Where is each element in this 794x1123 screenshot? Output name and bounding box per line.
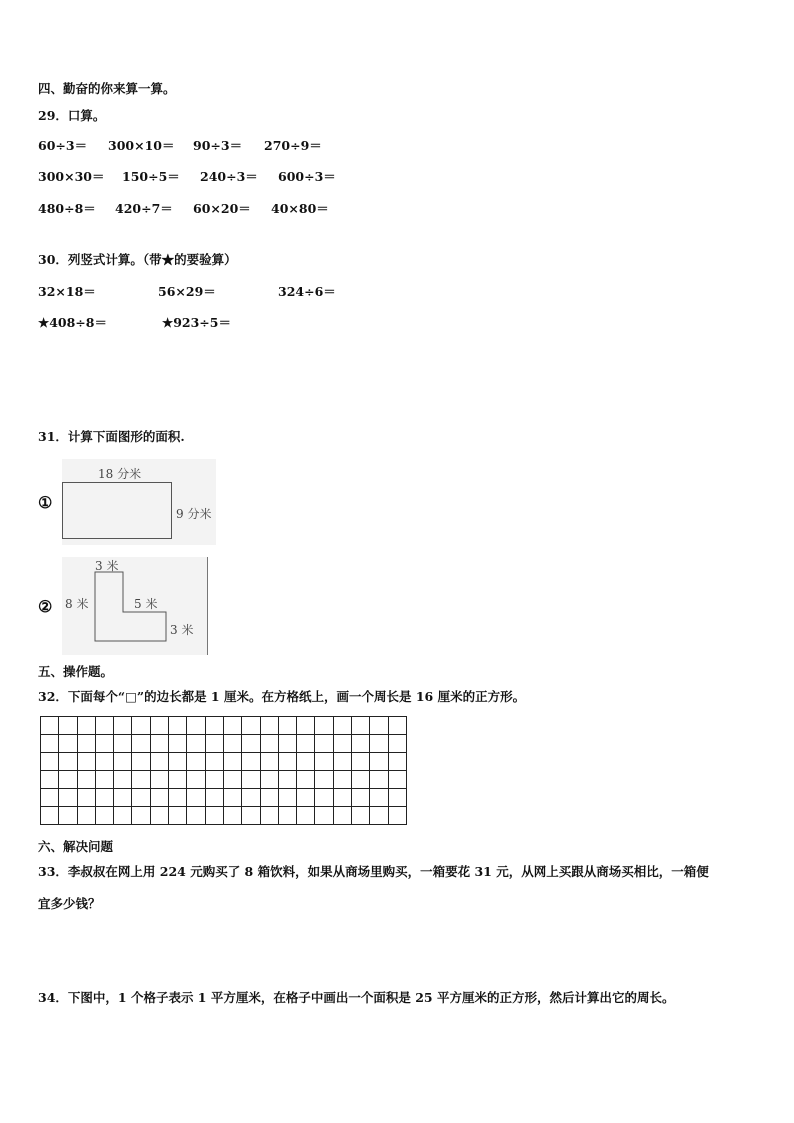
figure2-top-label: 3 米: [95, 559, 119, 573]
grid-cell[interactable]: [223, 735, 241, 753]
grid-cell[interactable]: [95, 789, 113, 807]
grid-cell[interactable]: [77, 735, 95, 753]
q29-item: 300×10＝: [108, 138, 175, 153]
grid-cell[interactable]: [114, 717, 132, 735]
grid-cell[interactable]: [223, 771, 241, 789]
grid-cell[interactable]: [77, 807, 95, 825]
rectangle-shape: [62, 482, 172, 539]
grid-cell[interactable]: [223, 789, 241, 807]
grid-cell[interactable]: [223, 807, 241, 825]
grid-cell[interactable]: [242, 753, 260, 771]
grid-cell[interactable]: [352, 753, 370, 771]
figure1-top-label: 18 分米: [98, 467, 142, 481]
grid-cell[interactable]: [352, 771, 370, 789]
grid-cell[interactable]: [333, 807, 351, 825]
figure2-left-label: 8 米: [65, 597, 89, 611]
grid-row: [41, 771, 407, 789]
grid-cell[interactable]: [315, 753, 333, 771]
grid-cell[interactable]: [169, 807, 187, 825]
grid-cell[interactable]: [132, 717, 150, 735]
grid-cell[interactable]: [77, 753, 95, 771]
grid-row: [41, 807, 407, 825]
grid-cell[interactable]: [260, 753, 278, 771]
grid-cell[interactable]: [260, 771, 278, 789]
grid-cell[interactable]: [95, 807, 113, 825]
grid-cell[interactable]: [388, 771, 406, 789]
q30-title: 30．列竖式计算。（带★的要验算）: [38, 252, 237, 267]
grid-cell[interactable]: [150, 789, 168, 807]
grid-cell[interactable]: [278, 771, 296, 789]
grid-cell[interactable]: [132, 771, 150, 789]
grid-cell[interactable]: [41, 717, 59, 735]
grid-cell[interactable]: [150, 771, 168, 789]
grid-cell[interactable]: [205, 789, 223, 807]
grid-cell[interactable]: [95, 717, 113, 735]
grid-cell[interactable]: [132, 789, 150, 807]
grid-cell[interactable]: [41, 735, 59, 753]
q29-item: 60×20＝: [193, 201, 251, 216]
grid-cell[interactable]: [333, 735, 351, 753]
grid-cell[interactable]: [352, 807, 370, 825]
grid-row: [41, 717, 407, 735]
grid-cell[interactable]: [114, 807, 132, 825]
grid-cell[interactable]: [333, 771, 351, 789]
section6-title: 六、解决问题: [38, 839, 114, 854]
grid-cell[interactable]: [315, 807, 333, 825]
grid-cell[interactable]: [95, 735, 113, 753]
figure2-marker: ②: [38, 597, 53, 616]
q30-item: ★408÷8＝: [38, 315, 107, 330]
grid-cell[interactable]: [370, 753, 388, 771]
q33-line-1: 33．李叔叔在网上用 224 元购买了 8 箱饮料，如果从商场里购买，一箱要花 31 元，从网上买跟从商场买相比，一箱便: [38, 864, 709, 879]
grid-cell[interactable]: [352, 735, 370, 753]
q29-item: 60÷3＝: [38, 138, 88, 153]
figure1-side-label: 9 分米: [176, 507, 212, 521]
q30-item: 56×29＝: [158, 284, 216, 299]
grid-cell[interactable]: [114, 789, 132, 807]
q29-item: 480÷8＝: [38, 201, 96, 216]
grid-cell[interactable]: [169, 717, 187, 735]
q29-item: 40×80＝: [271, 201, 329, 216]
grid-cell[interactable]: [242, 807, 260, 825]
q31-title: 31．计算下面图形的面积.: [38, 429, 185, 444]
grid-cell[interactable]: [297, 717, 315, 735]
grid-cell[interactable]: [223, 717, 241, 735]
grid-cell[interactable]: [315, 771, 333, 789]
grid-cell[interactable]: [169, 735, 187, 753]
section5-title: 五、操作题。: [38, 664, 114, 679]
q29-item: 240÷3＝: [200, 169, 258, 184]
grid-cell[interactable]: [187, 807, 205, 825]
grid-cell[interactable]: [41, 753, 59, 771]
q30-item: 324÷6＝: [278, 284, 336, 299]
grid-cell[interactable]: [297, 789, 315, 807]
grid-cell[interactable]: [187, 717, 205, 735]
grid-cell[interactable]: [278, 753, 296, 771]
q29-item: 420÷7＝: [115, 201, 173, 216]
grid-cell[interactable]: [242, 771, 260, 789]
q30-item: ★923÷5＝: [162, 315, 231, 330]
section4-title: 四、勤奋的你来算一算。: [38, 81, 176, 96]
grid-cell[interactable]: [260, 789, 278, 807]
figure2-right-label: 3 米: [170, 623, 194, 637]
grid-cell[interactable]: [77, 789, 95, 807]
grid-cell[interactable]: [297, 735, 315, 753]
grid-cell[interactable]: [95, 771, 113, 789]
grid-cell[interactable]: [59, 771, 77, 789]
grid-cell[interactable]: [187, 753, 205, 771]
q32-title: 32．下面每个“□”的边长都是 1 厘米。在方格纸上，画一个周长是 16 厘米的正方形。: [38, 689, 526, 704]
q29-item: 150÷5＝: [122, 169, 180, 184]
grid-cell[interactable]: [370, 771, 388, 789]
q29-item: 300×30＝: [38, 169, 105, 184]
grid-paper[interactable]: [40, 716, 407, 825]
grid-cell[interactable]: [352, 717, 370, 735]
grid-cell[interactable]: [297, 807, 315, 825]
grid-cell[interactable]: [114, 771, 132, 789]
grid-cell[interactable]: [388, 753, 406, 771]
grid-cell[interactable]: [315, 717, 333, 735]
grid-cell[interactable]: [370, 789, 388, 807]
grid-cell[interactable]: [370, 807, 388, 825]
grid-cell[interactable]: [205, 807, 223, 825]
q34-title: 34．下图中，1 个格子表示 1 平方厘米，在格子中画出一个面积是 25 平方厘米的正方形，然后计算出它的周长。: [38, 990, 675, 1005]
grid-cell[interactable]: [315, 789, 333, 807]
figure2-middle-label: 5 米: [134, 597, 158, 611]
grid-cell[interactable]: [333, 789, 351, 807]
q29-item: 600÷3＝: [278, 169, 336, 184]
grid-cell[interactable]: [278, 717, 296, 735]
grid-cell[interactable]: [59, 789, 77, 807]
grid-cell[interactable]: [278, 735, 296, 753]
grid-cell[interactable]: [333, 753, 351, 771]
grid-cell[interactable]: [114, 753, 132, 771]
q33-line-2: 宜多少钱？: [38, 896, 101, 911]
grid-cell[interactable]: [205, 753, 223, 771]
figure1-rectangle: [62, 459, 216, 545]
q29-item: 90÷3＝: [193, 138, 243, 153]
grid-cell[interactable]: [260, 717, 278, 735]
grid-row: [41, 753, 407, 771]
grid-cell[interactable]: [388, 789, 406, 807]
grid-cell[interactable]: [260, 807, 278, 825]
grid-row: [41, 789, 407, 807]
grid-cell[interactable]: [187, 789, 205, 807]
grid-cell[interactable]: [370, 717, 388, 735]
grid-cell[interactable]: [278, 807, 296, 825]
grid-cell[interactable]: [388, 717, 406, 735]
grid-cell[interactable]: [242, 789, 260, 807]
q29-title: 29．口算。: [38, 108, 106, 123]
grid-cell[interactable]: [169, 753, 187, 771]
grid-cell[interactable]: [95, 753, 113, 771]
q29-item: 270÷9＝: [264, 138, 322, 153]
grid-cell[interactable]: [260, 735, 278, 753]
grid-row: [41, 735, 407, 753]
grid-cell[interactable]: [388, 735, 406, 753]
grid-cell[interactable]: [150, 807, 168, 825]
grid-cell[interactable]: [333, 717, 351, 735]
grid-cell[interactable]: [187, 735, 205, 753]
grid-cell[interactable]: [169, 771, 187, 789]
grid-cell[interactable]: [315, 735, 333, 753]
grid-cell[interactable]: [187, 771, 205, 789]
grid-cell[interactable]: [205, 771, 223, 789]
grid-cell[interactable]: [278, 789, 296, 807]
grid-cell[interactable]: [59, 753, 77, 771]
grid-cell[interactable]: [77, 717, 95, 735]
grid-cell[interactable]: [59, 717, 77, 735]
q30-item: 32×18＝: [38, 284, 96, 299]
grid-cell[interactable]: [150, 753, 168, 771]
grid-cell[interactable]: [114, 735, 132, 753]
grid-cell[interactable]: [352, 789, 370, 807]
grid-cell[interactable]: [223, 753, 241, 771]
grid-cell[interactable]: [297, 771, 315, 789]
grid-cell[interactable]: [59, 807, 77, 825]
grid-cell[interactable]: [242, 717, 260, 735]
grid-cell[interactable]: [150, 735, 168, 753]
grid-cell[interactable]: [169, 789, 187, 807]
grid-cell[interactable]: [41, 807, 59, 825]
grid-cell[interactable]: [59, 735, 77, 753]
grid-cell[interactable]: [77, 771, 95, 789]
figure2-l-shape: [62, 557, 208, 655]
grid-cell[interactable]: [370, 735, 388, 753]
figure1-marker: ①: [38, 493, 53, 512]
grid-cell[interactable]: [41, 789, 59, 807]
grid-cell[interactable]: [297, 753, 315, 771]
grid-cell[interactable]: [205, 717, 223, 735]
grid-cell[interactable]: [150, 717, 168, 735]
grid-cell[interactable]: [132, 807, 150, 825]
grid-cell[interactable]: [205, 735, 223, 753]
grid-cell[interactable]: [388, 807, 406, 825]
grid-cell[interactable]: [132, 753, 150, 771]
grid-cell[interactable]: [41, 771, 59, 789]
grid-cell[interactable]: [132, 735, 150, 753]
grid-cell[interactable]: [242, 735, 260, 753]
